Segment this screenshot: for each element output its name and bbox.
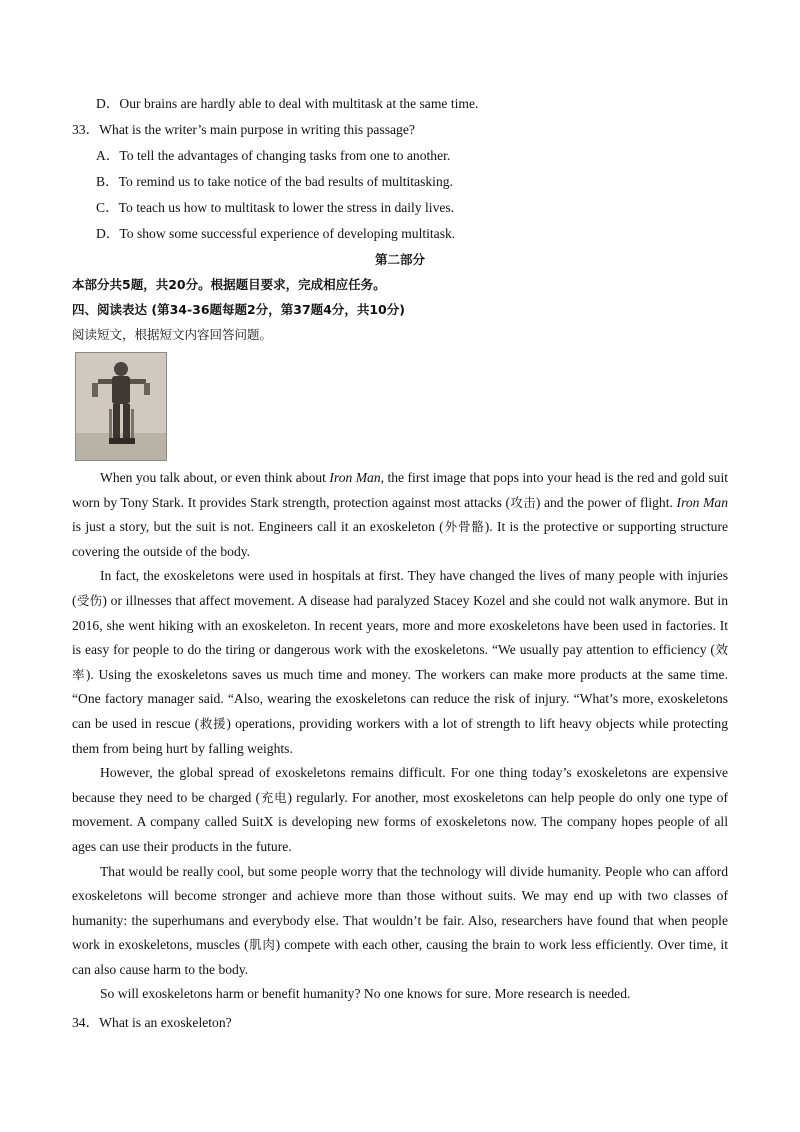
q33-option-a: A．To tell the advantages of changing tasks from one to another.: [96, 148, 451, 163]
section-title: 第二部分: [374, 252, 425, 267]
passage-paragraph-4: That would be really cool, but some people worry that the technology will divide humanity. People who can afford exoskeletons will become stronger and achieve more than those without suits. We may end up with two classes of humanity: the superhumans and everybody else. That wouldn’t be fair. Also, researchers have found that when people work in exoskeletons, muscles (肌肉) compete with each other, causing the brain to work less efficiently. Over time, it can also cause harm to the body.: [72, 863, 728, 977]
passage-paragraph-5: So will exoskeletons harm or benefit humanity? No one knows for sure. More research is needed.: [100, 986, 631, 1002]
q34-question: 34．What is an exoskeleton?: [72, 1015, 232, 1030]
q33-option-b: B．To remind us to take notice of the bad results of multitasking.: [96, 174, 453, 189]
q33-question: 33．What is the writer’s main purpose in writing this passage?: [72, 122, 415, 137]
q33-option-c: C．To teach us how to multitask to lower the stress in daily lives.: [96, 200, 455, 215]
passage-paragraph-3: However, the global spread of exoskeletons remains difficult. For one thing today’s exoskeletons are expensive because they need to be charged (充电) regularly. For another, most exoskeletons can help people do only one type of movement. A company called SuitX is developing new forms of exoskeletons now. The company hopes people of all ages can use their products in the future.: [72, 765, 728, 854]
passage-paragraph-1: When you talk about, or even think about Iron Man, the first image that pops into your head is the red and gold suit worn by Tony Stark. It provides Stark strength, protection against most attacks (攻击) and the power of flight. Iron Man is just a story, but the suit is not. Engineers call it an exoskeleton (外骨骼). It is the protective or supporting structure covering the outside of the body.: [72, 470, 729, 559]
q33-option-d: D．To show some successful experience of developing multitask.: [96, 226, 456, 241]
passage: [72, 466, 728, 1007]
passage-paragraph-2: In fact, the exoskeletons were used in hospitals at first. They have changed the lives of many people with injuries (受伤) or illnesses that affect movement. A disease had paralyzed Stacey Kozel and she could not walk anymore. But in 2016, she went hiking with an exoskeleton. In recent years, more and more exoskeletons have been used in factories. It is easy for people to do the tiring or dangerous work with the exoskeletons. “We usually pay attention to efficiency (效率). Using the exoskeletons saves us much time and money. The workers can make more products at the same time. “One factory manager said. “Also, wearing the exoskeletons can reduce the risk of injury. “What’s more, exoskeletons can be used in rescue (救援) operations, providing workers with a lot of strength to lift heavy objects while protecting them from being hurt by falling weights.: [72, 568, 729, 756]
exoskeleton-photo: [75, 352, 167, 461]
section-heading: 四、阅读表达 (第34-36题每题2分，第37题4分，共10分): [72, 302, 405, 317]
q32-option-d: D．Our brains are hardly able to deal with multitask at the same time.: [96, 96, 479, 111]
section-instruction: 阅读短文，根据短文内容回答问题。: [72, 327, 273, 342]
section-intro: 本部分共5题，共20分。根据题目要求，完成相应任务。: [72, 277, 386, 292]
